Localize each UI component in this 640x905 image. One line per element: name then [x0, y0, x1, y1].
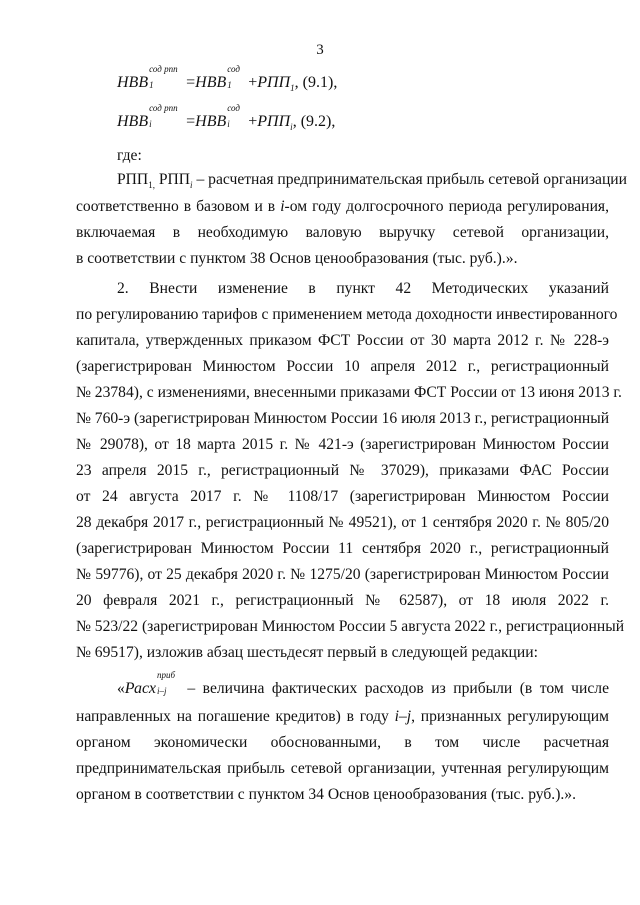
- formula-symbol: НВВ: [117, 74, 149, 91]
- definition-line-1: $РПП_{1,}$ $РПП_i$ – расчетная предпринимательская прибыль сетевой организации: [117, 171, 628, 190]
- item2-line-14: № 523/22 (зарегистрирован Минюстом России 5 августа 2022 г., регистрационный: [76, 618, 625, 635]
- formula-symbol: РПП: [257, 113, 291, 130]
- item2-line-3: капитала, утвержденных приказом ФСТ России от 30 марта 2012 г. № 228-э: [76, 332, 609, 349]
- item2-line-2: по регулированию тарифов с применением метода доходности инвестированного: [76, 306, 618, 323]
- formula-tag: , (9.1),: [294, 74, 338, 91]
- item2-line-7: № 29078), от 18 марта 2015 г. № 421-э (зарегистрирован Минюстом России: [76, 436, 609, 453]
- item2-line-12: № 59776), от 25 декабря 2020 г. № 1275/20 (зарегистрирован Минюстом России: [76, 566, 609, 583]
- formula-subscript: i–j: [156, 686, 167, 696]
- formula-superscript: сод рпп: [149, 103, 178, 113]
- quote-line-5: органом в соответствии с пунктом 34 Основ ценообразования (тыс. руб.).».: [76, 786, 576, 803]
- item2-line-9: от 24 августа 2017 г. № 1108/17 (зарегистрирован Минюстом России: [76, 488, 609, 505]
- formula-superscript: сод рпп: [149, 64, 178, 74]
- item2-line-5: № 23784), с изменениями, внесенными приказами ФСТ России от 13 июня 2013 г.: [76, 384, 622, 401]
- formula-subscript: 1: [149, 80, 154, 90]
- quote-line-3: органом экономически обоснованными, в том числе расчетная: [76, 734, 609, 751]
- formula-symbol: НВВ: [195, 113, 227, 130]
- formula-operator: +: [248, 74, 258, 91]
- formula-symbol: НВВ: [117, 113, 149, 130]
- formula-9-1: [117, 64, 338, 93]
- definition-line-3: включаемая в необходимую валовую выручку сетевой организации,: [76, 224, 609, 241]
- formula-symbol: РПП: [257, 74, 291, 91]
- item2-line-6: № 760-э (зарегистрирован Минюстом России 16 июля 2013 г., регистрационный: [76, 410, 610, 427]
- item2-line-13: 20 февраля 2021 г., регистрационный № 62587), от 18 июля 2022 г.: [76, 592, 609, 609]
- formula-subscript: 1: [227, 80, 232, 90]
- page-number: 3: [316, 42, 324, 58]
- quote-line-2: направленных на погашение кредитов) в году i–j, признанных регулирующим: [76, 708, 609, 725]
- formula-superscript: сод: [227, 64, 240, 74]
- definition-line-2: соответственно в базовом и в i-ом году долгосрочного периода регулирования,: [76, 198, 609, 215]
- item2-line-15: № 69517), изложив абзац шестьдесят первый в следующей редакции:: [76, 644, 538, 661]
- item2-line-8: 23 апреля 2015 г., регистрационный № 37029), приказами ФАС России: [76, 462, 609, 479]
- formula-subscript: i: [227, 119, 230, 129]
- formula-tag: , (9.2),: [292, 113, 336, 130]
- formula-symbol: НВВ: [195, 74, 227, 91]
- item2-line-1: 2. Внести изменение в пункт 42 Методических указаний: [117, 280, 609, 297]
- formula-subscript: 1: [290, 83, 295, 93]
- formula-subscript: i: [149, 119, 152, 129]
- where-label: где:: [117, 147, 142, 164]
- item2-line-11: (зарегистрирован Минюстом России 11 сентября 2020 г., регистрационный: [76, 540, 609, 557]
- formula-operator: =: [186, 74, 196, 91]
- definition-line-4: в соответствии с пунктом 38 Основ ценообразования (тыс. руб.).».: [76, 250, 518, 267]
- item2-line-10: 28 декабря 2017 г., регистрационный № 49521), от 1 сентября 2020 г. № 805/20: [76, 514, 609, 531]
- formula-superscript: сод: [227, 103, 240, 113]
- formula-subscript: i: [290, 122, 293, 132]
- formula-superscript: приб: [156, 670, 175, 680]
- formula-9-2: [117, 103, 336, 132]
- formula-operator: =: [186, 113, 196, 130]
- formula-operator: +: [248, 113, 258, 130]
- quote-line-4: предпринимательская прибыль сетевой организации, учтенная регулирующим: [76, 760, 609, 777]
- formula-symbol: Расх: [124, 680, 156, 697]
- quote-line-1: «Расх приб i–j – величина фактических расходов из прибыли (в том числе: [117, 670, 609, 697]
- item2-line-4: (зарегистрирован Минюстом России 10 апреля 2012 г., регистрационный: [76, 358, 609, 375]
